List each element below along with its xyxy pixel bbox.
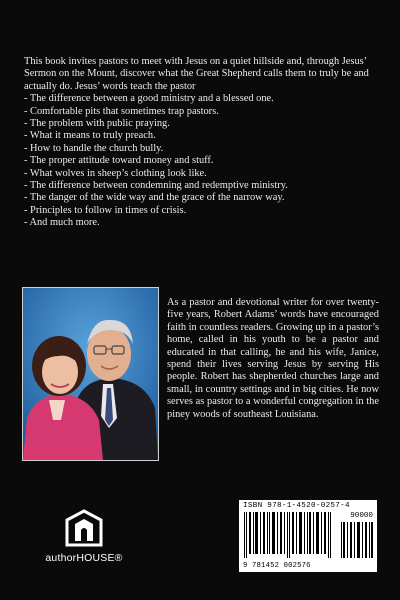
teachings-list [24, 93, 376, 229]
list-item: - The problem with public praying. [24, 118, 170, 130]
author-photo [22, 287, 159, 461]
barcode-digits: 9 781452 002576 [243, 562, 311, 570]
barcode-bars [242, 512, 336, 558]
book-description [24, 56, 376, 230]
list-item: - The danger of the wide way and the grace of the narrow way. [24, 192, 285, 204]
publisher-name: authorHOUSE® [45, 552, 123, 564]
list-item: - Principles to follow in times of crisis. [24, 204, 187, 216]
list-item: - How to handle the church bully. [24, 142, 164, 154]
list-item: - The difference between a good ministry and a blessed one. [24, 93, 274, 105]
list-item: - The proper attitude toward money and stuff. [24, 155, 214, 167]
addon-barcode-bars [340, 522, 374, 558]
isbn-number: ISBN 978-1-4520-0257-4 [243, 502, 350, 510]
list-item: - What it means to truly preach. [24, 130, 156, 142]
isbn-barcode [239, 500, 377, 572]
house-emblem-icon [64, 508, 104, 548]
list-item: - The difference between condemning and redemptive ministry. [24, 180, 288, 192]
list-item: - Comfortable pits that sometimes trap pastors. [24, 105, 219, 117]
author-bio: As a pastor and devotional writer for over twenty-five years, Robert Adams’ words have encouraged faith in countless readers. Growing up in a pastor’s home, called in his youth to be a pastor and educated in that calling, he and his wife, Janice, spend their lives serving Jesus by serving His people. Robert has shepherded churches large and small, in country settings and in big cities. He now serves as pastor to a wonderful congregation in the piney woods of southeast Louisiana. [167, 297, 379, 420]
list-item: - And much more. [24, 217, 100, 229]
list-item: - What wolves in sheep’s clothing look like. [24, 167, 207, 179]
price-code: 90000 [350, 512, 373, 520]
description-intro: This book invites pastors to meet with Jesus on a quiet hillside and, through Jesus’ Sermon on the Mount, discover what the Great Shepherd calls them to truly be and actually do. Jesus’ words teach the pastor [24, 56, 369, 92]
publisher-logo [43, 508, 125, 578]
